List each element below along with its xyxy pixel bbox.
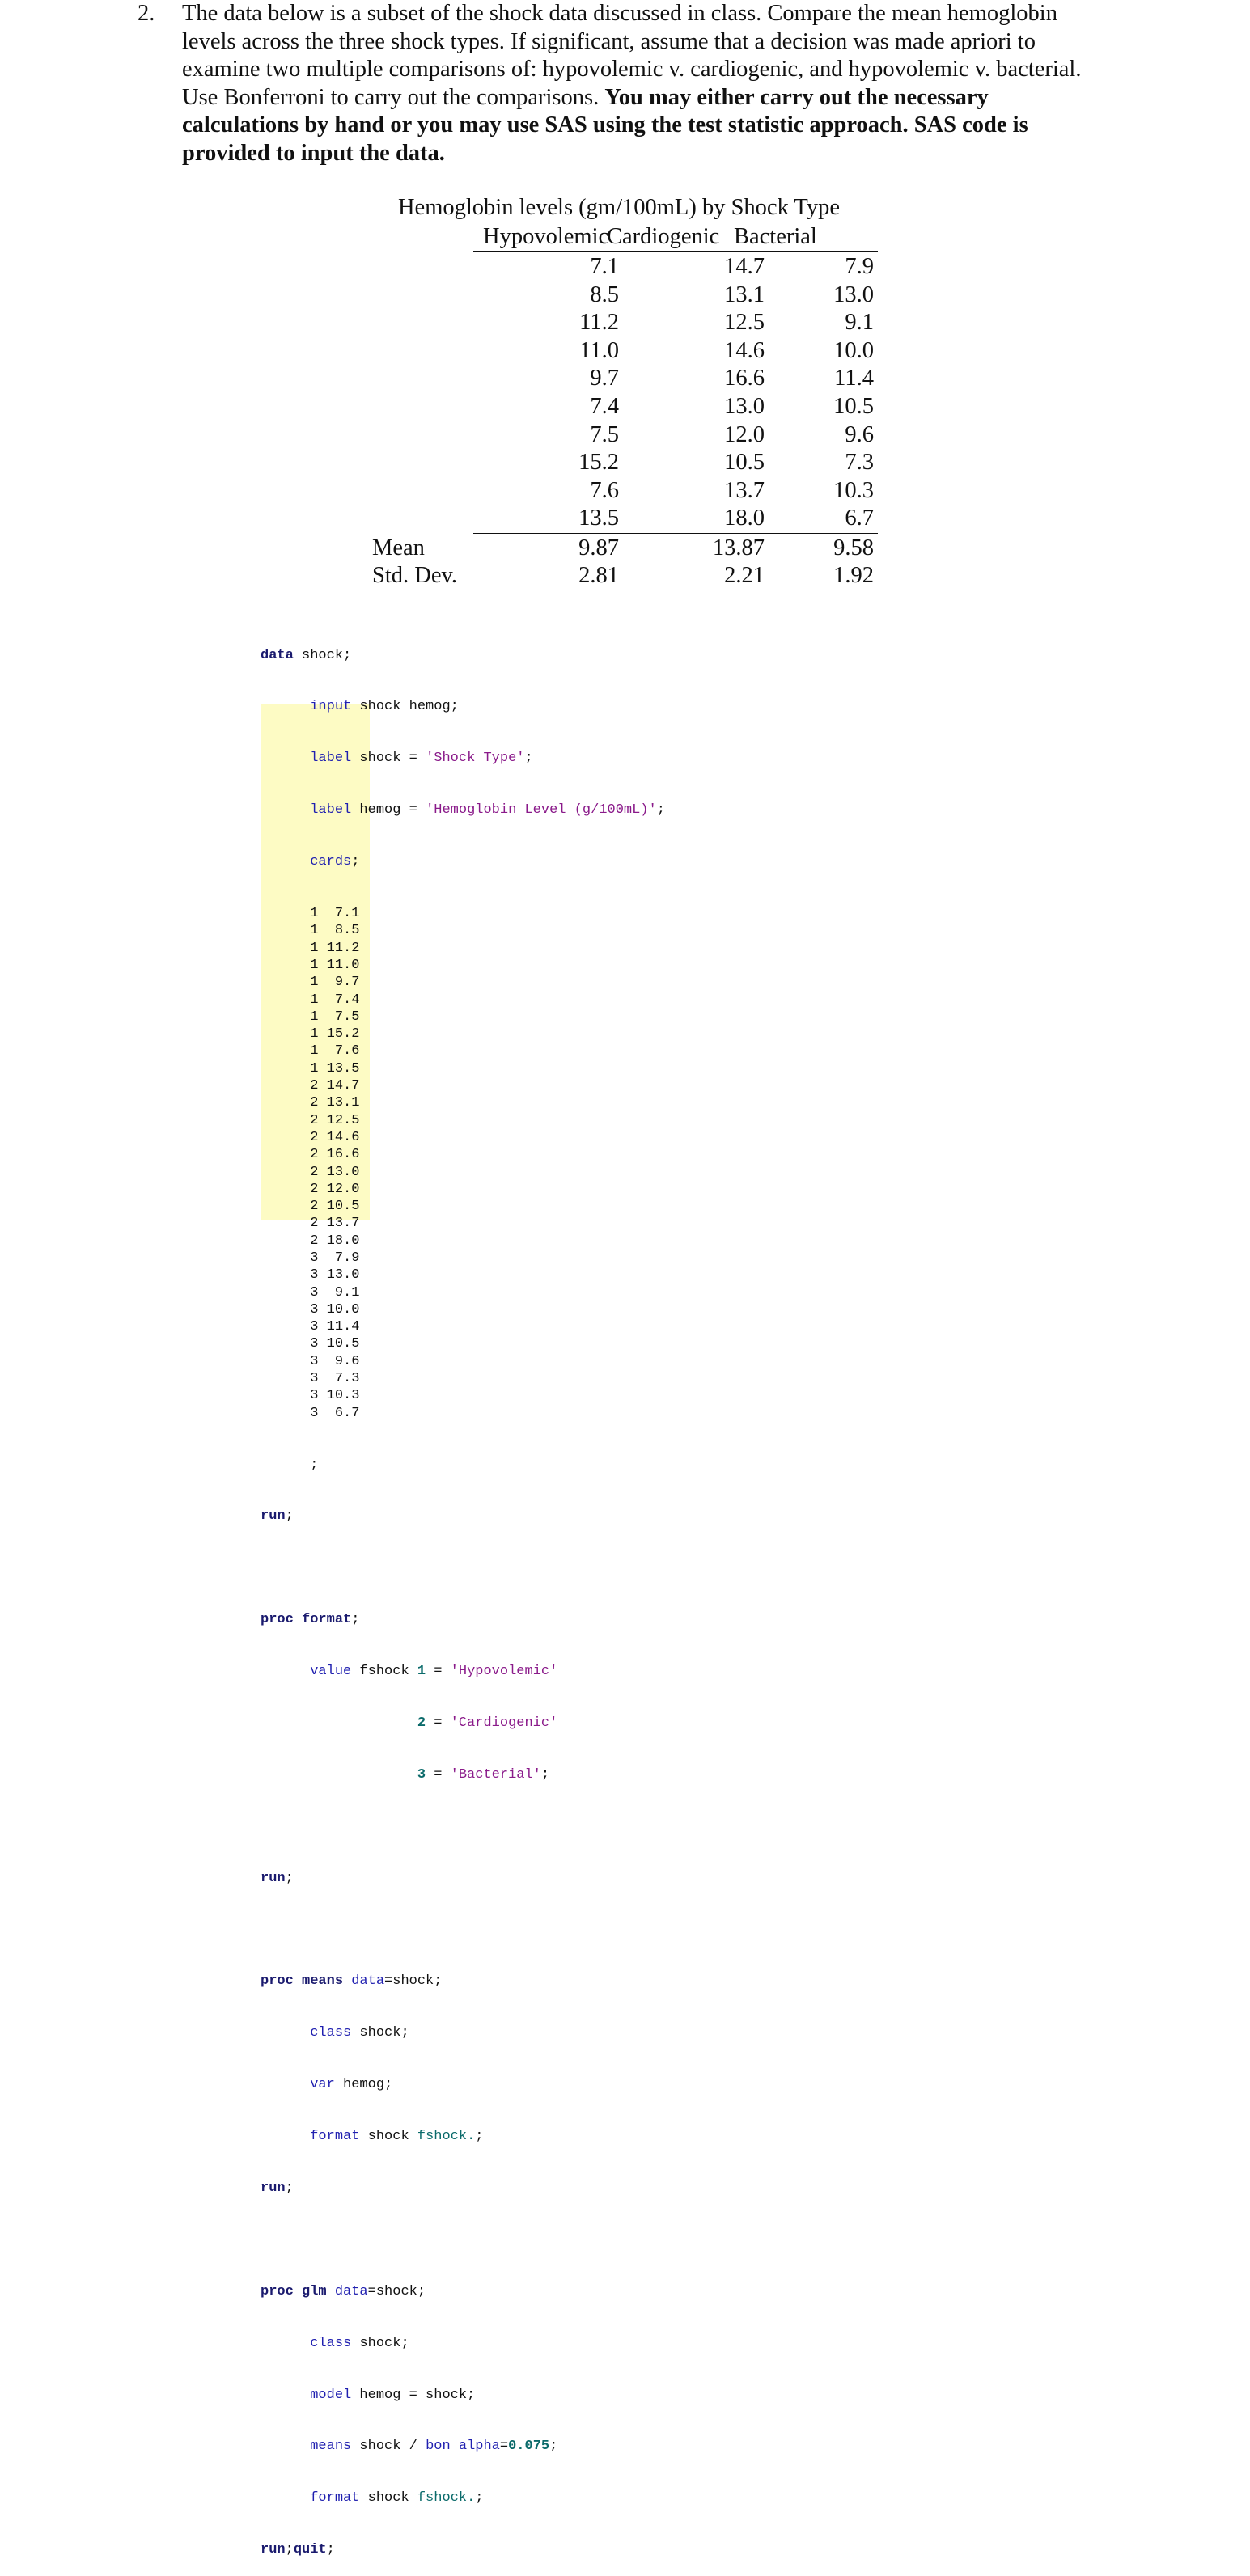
kw-run: run [261,2542,286,2558]
table-cell-hypovolemic: 7.4 [590,394,619,419]
kw-label: label [310,802,352,818]
code-line-proc-format [261,1611,665,1628]
code-data-value: 2 14.6 [310,1129,360,1145]
code-line-format2 [261,2489,665,2506]
code-data-line [261,1009,665,1026]
table-cell-cardiogenic: 12.5 [724,310,765,336]
code-line-proc-glm [261,2283,665,2300]
table-cell-hypovolemic: 9.7 [590,366,619,391]
code-data-line [261,1077,665,1094]
col-header-hypovolemic: Hypovolemic [483,224,609,249]
code-data-value: 3 9.6 [310,1353,360,1369]
kw-run: run [261,1508,286,1525]
kw-class: class [310,2025,352,2041]
code-line-run1 [261,1508,665,1525]
code-line-label1 [261,750,665,767]
code-means-glm-rest: shock / [351,2439,426,2455]
code-data-line [261,1198,665,1215]
code-data-value: 3 7.3 [310,1371,360,1387]
code-glm-rest: =shock; [367,2283,426,2299]
code-data-value: 2 13.1 [310,1095,360,1111]
code-line-format1 [261,2128,665,2145]
code-semi: ; [285,1508,294,1525]
code-format-rest: shock [359,2490,417,2506]
problem-text [182,0,1104,167]
code-data-value: 3 10.0 [310,1301,360,1318]
code-data-value: 3 13.0 [310,1267,360,1284]
code-line-value3 [261,1766,665,1783]
fmt-eq-2: = [426,1715,451,1731]
kw-data-eq: data [343,1973,385,1990]
code-data-line [261,1267,665,1284]
problem-text-plain: The data below is a subset of the shock data discussed in class. Compare the mean hemoglobin levels across the three shock types. If significant, assume that a decision was made apriori to examine two multiple comparisons of: hypovolemic v. cardiogenic, and hypovolemic v. bacterial. Use Bonferroni to carry out the comparisons. [182,1,1082,110]
code-semi: ; [285,2542,294,2558]
table-cell-hypovolemic: 8.5 [590,281,619,307]
code-line-input [261,698,665,715]
code-data-line [261,1335,665,1352]
code-data-line [261,1233,665,1250]
kw-means: means [310,2439,352,2455]
fmt-num-3: 3 [417,1766,426,1783]
table-cell-bacterial: 13.0 [833,281,874,307]
kw-class: class [310,2335,352,2351]
code-format-rest: shock [359,2129,417,2145]
mean-bacterial: 9.58 [833,535,874,560]
problem-number: 2. [138,1,155,26]
code-line-blank [261,1922,665,1939]
code-line-means-bon [261,2438,665,2455]
code-data-line [261,1301,665,1318]
code-var-rest: hemog; [334,2077,393,2093]
code-line-data [261,647,665,664]
code-data-value: 3 10.3 [310,1388,360,1404]
code-alpha-eq: = [499,2439,509,2455]
code-data-line [261,1318,665,1335]
kw-input: input [310,699,352,715]
code-data-line [261,905,665,922]
fmt-eq-1: = [426,1664,451,1680]
code-model-rest: hemog = shock; [351,2387,476,2403]
code-class-rest: shock; [351,2025,409,2041]
fmt-num-1: 1 [417,1664,426,1680]
code-alpha-val: 0.075 [508,2439,550,2455]
fmt-str-1: 'Hypovolemic' [450,1664,558,1680]
code-line-run3 [261,2180,665,2197]
kw-quit: quit [293,2542,327,2558]
code-data-line [261,1112,665,1129]
code-semi: ; [549,2439,558,2455]
code-line-label2 [261,802,665,818]
table-cell-bacterial: 6.7 [845,505,874,531]
table-cell-cardiogenic: 16.6 [724,366,765,391]
kw-proc-means: proc means [261,1973,344,1990]
kw-value: value [310,1664,352,1680]
code-data-value: 1 11.2 [310,940,360,956]
table-cell-bacterial: 10.3 [833,477,874,503]
fmt-num-2: 2 [417,1715,426,1731]
code-line-end-semi [261,1457,665,1474]
fmt-str-3: 'Bacterial' [450,1766,541,1783]
table-cell-hypovolemic: 11.2 [579,310,619,336]
code-data-value: 1 7.1 [310,906,360,922]
code-data-name: shock; [293,647,352,663]
code-data-line [261,1353,665,1370]
code-line-blank [261,1559,665,1576]
code-data-value: 1 7.5 [310,1009,360,1025]
code-semi: ; [326,2542,335,2558]
table-cell-cardiogenic: 13.0 [724,394,765,419]
code-data-value: 3 10.5 [310,1336,360,1352]
kw-run: run [261,1870,286,1886]
table-cell-cardiogenic: 13.7 [724,477,765,503]
code-data-value: 2 10.5 [310,1199,360,1215]
code-data-value: 2 13.7 [310,1216,360,1232]
table-cell-bacterial: 10.0 [833,337,874,363]
code-value-rest: fshock [351,1664,417,1680]
code-line-blank [261,2231,665,2248]
code-data-line [261,940,665,957]
problem-text-bold: You may either carry out the necessary calculations by hand or you may use SAS using the test statistic approach. SAS code is provided to input the data. [182,84,1028,166]
code-format-name: fshock. [417,2490,476,2506]
code-format-name: fshock. [417,2129,476,2145]
code-semi: ; [351,1612,360,1628]
fmt-str-2: 'Cardiogenic' [450,1715,558,1731]
table-title: Hemoglobin levels (gm/100mL) by Shock Type [360,194,878,222]
sd-cardiogenic: 2.21 [724,563,765,588]
code-line-proc-means [261,1973,665,1990]
table-cell-hypovolemic: 13.5 [578,505,619,531]
code-semi: ; [524,751,533,767]
table-cell-bacterial: 11.4 [834,366,874,391]
code-data-line [261,1215,665,1232]
code-data-line [261,1060,665,1077]
code-data-value: 2 12.0 [310,1181,360,1197]
kw-model: model [310,2387,352,2403]
kw-data: data [261,647,294,663]
code-input-rest: shock hemog; [351,699,459,715]
table-cell-bacterial: 9.1 [845,310,874,336]
code-data-value: 3 11.4 [310,1319,360,1335]
code-data-value: 1 7.6 [310,1043,360,1060]
code-data-value: 2 13.0 [310,1164,360,1180]
code-line-model [261,2387,665,2404]
code-data-value: 2 12.5 [310,1112,360,1128]
code-data-line [261,1026,665,1043]
kw-var: var [310,2077,335,2093]
table-header [473,223,878,252]
kw-bon-alpha: bon alpha [426,2439,500,2455]
table-cell-hypovolemic: 7.5 [590,421,619,447]
code-data-line [261,1250,665,1267]
table-cell-cardiogenic: 10.5 [724,450,765,476]
code-line-run-quit [261,2541,665,2558]
code-data-line [261,922,665,939]
sd-bacterial: 1.92 [833,563,874,588]
code-data-line [261,1405,665,1422]
code-label2-str: 'Hemoglobin Level (g/100mL)' [426,802,657,818]
code-line-class2 [261,2335,665,2352]
table-cell-bacterial: 7.9 [845,254,874,279]
col-header-cardiogenic: Cardiogenic [607,224,720,249]
code-data-value: 2 18.0 [310,1233,360,1249]
code-data-line [261,1181,665,1198]
code-data-value: 1 9.7 [310,975,360,991]
code-data-value: 1 15.2 [310,1026,360,1043]
table-cell-bacterial: 10.5 [833,394,874,419]
code-data-value: 3 6.7 [310,1405,360,1421]
code-data-line [261,974,665,991]
code-data-value: 1 7.4 [310,992,360,1008]
kw-data-eq: data [326,2283,368,2299]
table-cell-cardiogenic: 13.1 [724,281,765,307]
kw-proc-glm: proc glm [261,2283,327,2299]
code-label2-rest: hemog = [351,802,426,818]
code-class-rest: shock; [351,2335,409,2351]
code-data-value: 2 16.6 [310,1147,360,1163]
code-data-line [261,1094,665,1111]
code-data-line [261,1164,665,1181]
code-label1-str: 'Shock Type' [426,751,525,767]
mean-label: Mean [372,535,425,560]
table-cell-bacterial: 9.6 [845,421,874,447]
code-data-line [261,1129,665,1146]
code-data-line [261,992,665,1009]
code-data-value: 1 8.5 [310,923,360,939]
code-data-lines [261,905,665,1422]
code-line-value1 [261,1663,665,1680]
mean-cardiogenic: 13.87 [712,535,765,560]
code-data-value: 1 11.0 [310,957,360,973]
table-cell-hypovolemic: 7.1 [590,254,619,279]
code-data-value: 2 14.7 [310,1078,360,1094]
sas-code [261,612,665,2576]
code-data-line [261,1284,665,1301]
code-semi: ; [475,2129,484,2145]
code-semi: ; [540,1766,550,1783]
code-semi: ; [351,854,360,870]
kw-cards: cards [310,854,352,870]
code-line-value2 [261,1715,665,1732]
table-cell-bacterial: 7.3 [845,450,874,476]
code-data-line [261,957,665,974]
table-cell-hypovolemic: 7.6 [590,477,619,503]
table-cell-cardiogenic: 14.7 [724,254,765,279]
mean-hypovolemic: 9.87 [578,535,619,560]
code-semi: ; [656,802,665,818]
code-line-blank [261,1818,665,1835]
kw-format: format [310,2129,360,2145]
code-data-value: 1 13.5 [310,1060,360,1077]
fmt-eq-3: = [426,1766,451,1783]
kw-label: label [310,751,352,767]
table-cell-hypovolemic: 15.2 [578,450,619,476]
code-end-semi: ; [310,1457,319,1473]
kw-format: format [310,2490,360,2506]
code-means-rest: =shock; [384,1973,443,1990]
table-cell-cardiogenic: 18.0 [724,505,765,531]
code-semi: ; [475,2490,484,2506]
table-divider [473,533,878,534]
code-data-line [261,1146,665,1163]
code-line-var [261,2076,665,2093]
sd-hypovolemic: 2.81 [578,563,619,588]
code-data-line [261,1387,665,1404]
code-line-class1 [261,2024,665,2041]
code-semi: ; [285,2181,294,2197]
code-data-value: 3 9.1 [310,1284,360,1301]
kw-proc-format: proc format [261,1612,352,1628]
code-semi: ; [285,1870,294,1886]
table-cell-cardiogenic: 14.6 [724,337,765,363]
code-label1-rest: shock = [351,751,426,767]
col-header-bacterial: Bacterial [734,224,817,249]
table-cell-hypovolemic: 11.0 [579,337,619,363]
table-cell-cardiogenic: 12.0 [724,421,765,447]
code-data-line [261,1043,665,1060]
sd-label: Std. Dev. [372,563,458,588]
code-line-cards [261,853,665,870]
code-data-value: 3 7.9 [310,1250,360,1266]
code-line-run2 [261,1870,665,1887]
kw-run: run [261,2181,286,2197]
code-data-line [261,1370,665,1387]
